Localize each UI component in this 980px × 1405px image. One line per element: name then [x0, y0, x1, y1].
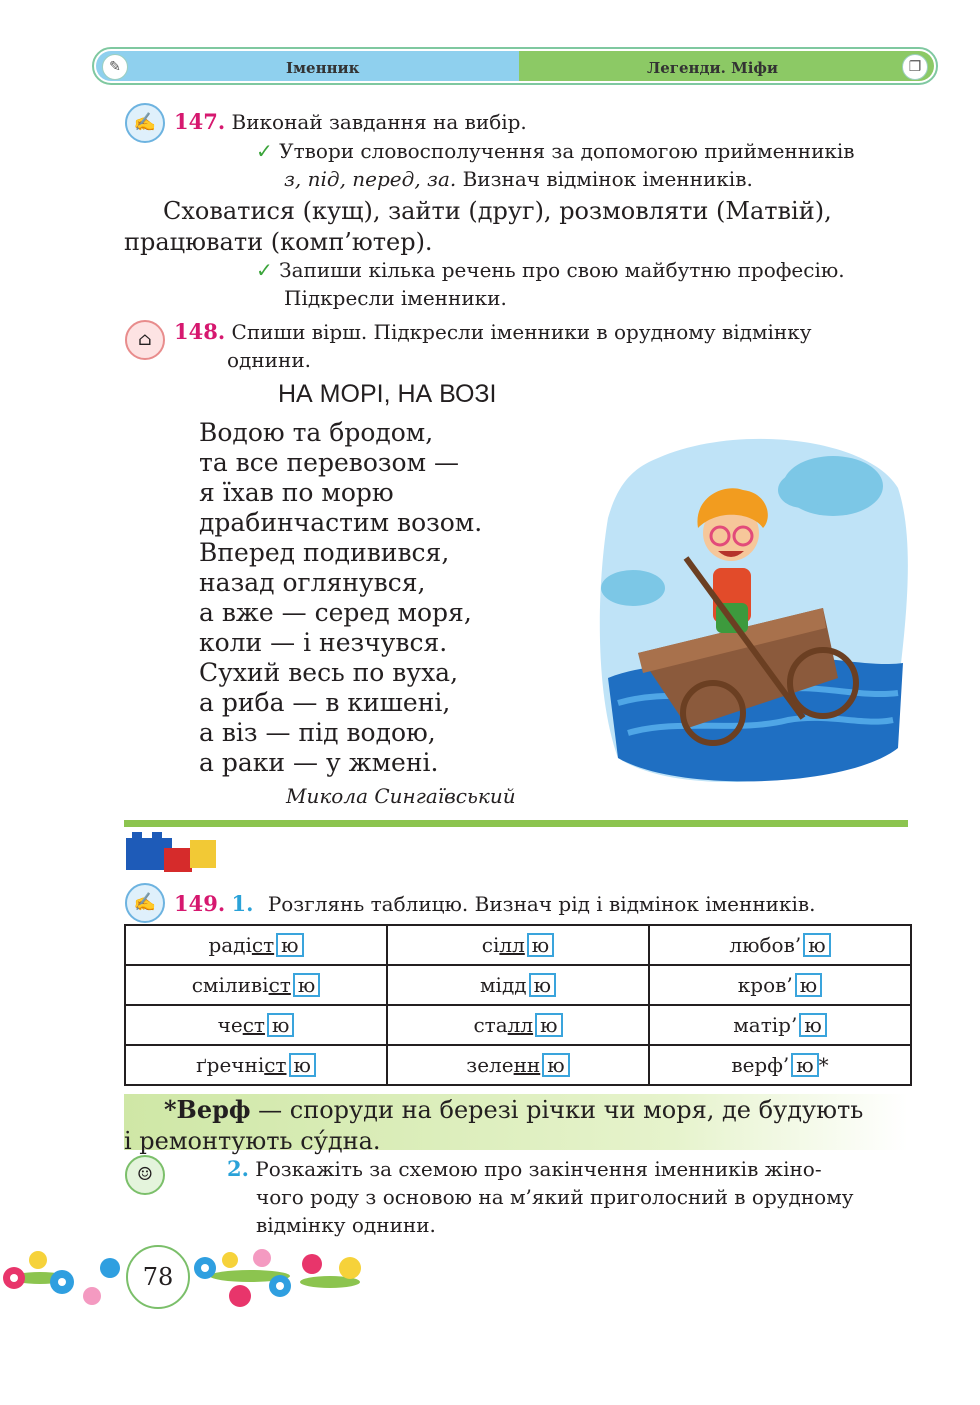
ending-box: ю	[293, 973, 320, 997]
poem-line: коли — і незчувся.	[199, 628, 448, 657]
sub2-number: 2.	[227, 1156, 249, 1181]
poem-line: Сухий весь по вуха,	[199, 658, 459, 687]
footnote-definition: — споруди на березі річки чи моря, де будують	[250, 1096, 864, 1124]
table-cell: сілл ю	[387, 925, 649, 965]
task-148-text2: однини.	[227, 348, 312, 372]
poem-title: НА МОРІ, НА ВОЗІ	[278, 380, 497, 408]
task-148-number: 148.	[174, 319, 226, 344]
header-left-title: Іменник	[286, 59, 360, 77]
pair-work-icon: ☺	[125, 1155, 165, 1195]
ending-box: ю	[542, 1053, 569, 1077]
chapter-header	[92, 47, 938, 85]
footnote-term: *Верф	[164, 1095, 251, 1124]
task-149-text: Розглянь таблицю. Визнач рід і відмінок іменників.	[267, 892, 816, 916]
ending-box: ю	[529, 973, 556, 997]
ending-box: ю	[276, 933, 303, 957]
poem-line: Вперед подивився,	[199, 538, 450, 567]
option1-line1: Утвори словосполучення за допомогою прийменників	[279, 139, 855, 163]
task-148-heading	[174, 318, 908, 374]
task-147-number: 147.	[174, 109, 226, 134]
example-line2: працювати (комп’ютер).	[124, 228, 433, 256]
task-149-sub2	[227, 1155, 909, 1239]
poem-line: назад оглянувся,	[199, 568, 426, 597]
option2-line2: Підкресли іменники.	[284, 286, 507, 310]
section-divider	[124, 820, 908, 827]
task-147-heading	[174, 108, 527, 136]
sub2-line3: відмінку однини.	[256, 1213, 436, 1237]
ending-box: ю	[267, 1013, 294, 1037]
table-cell: мідд ю	[387, 965, 649, 1005]
header-right-title: Легенди. Міфи	[647, 59, 779, 77]
table-cell: радіст ю	[125, 925, 387, 965]
table-cell: чест ю	[125, 1005, 387, 1045]
ending-box: ю	[795, 973, 822, 997]
table-cell: зеленн ю	[387, 1045, 649, 1085]
task-149-heading	[174, 890, 816, 918]
table-cell: кров’ ю	[649, 965, 911, 1005]
footnote-mark: *	[818, 1053, 829, 1077]
boy-on-cart-illustration	[598, 428, 910, 790]
poem-line: а раки — у жмені.	[199, 748, 439, 777]
table-row	[125, 965, 911, 1005]
write-task-icon: ✍	[125, 103, 165, 143]
poem-line: а риба — в кишені,	[199, 688, 451, 717]
sub2-line2: чого роду з основою на м’який приголосний в орудному	[256, 1185, 854, 1209]
table-row	[125, 1045, 911, 1085]
poem	[199, 418, 482, 778]
task-148-text: Спиши вірш. Підкресли іменники в орудному відмінку	[231, 320, 812, 344]
ending-box: ю	[535, 1013, 562, 1037]
ending-box: ю	[791, 1053, 818, 1077]
table-cell: ґречніст ю	[125, 1045, 387, 1085]
poem-line: а вже — серед моря,	[199, 598, 472, 627]
poem-line: драбинчастим возом.	[199, 508, 483, 537]
home-task-icon: ⌂	[125, 320, 165, 360]
check-icon: ✓	[256, 139, 273, 163]
book-icon: ❐	[902, 54, 928, 80]
task-147-option2	[256, 256, 911, 312]
option1-prepositions: з, під, перед, за.	[284, 167, 457, 191]
write-task-icon: ✍	[125, 883, 165, 923]
table-cell: сталл ю	[387, 1005, 649, 1045]
option1-line2: Визнач відмінок іменників.	[456, 167, 753, 191]
task-149-sub1: 1.	[231, 891, 254, 916]
ending-box: ю	[803, 933, 830, 957]
sub2-line1: Розкажіть за схемою про закінчення іменників жіно-	[255, 1157, 822, 1181]
table-cell: любов’ ю	[649, 925, 911, 965]
task-147-title: Виконай завдання на вибір.	[231, 110, 527, 134]
poem-line: я їхав по морю	[199, 478, 394, 507]
table-row	[125, 1005, 911, 1045]
check-icon: ✓	[256, 258, 273, 282]
poem-line: а віз — під водою,	[199, 718, 436, 747]
footnote-definition-2: і ремонтують су́дна.	[124, 1127, 381, 1155]
ending-box: ю	[799, 1013, 826, 1037]
ending-box: ю	[289, 1053, 316, 1077]
poem-author: Микола Сингаївський	[286, 784, 516, 808]
table-cell: верф’ ю *	[649, 1045, 911, 1085]
footnote-text	[124, 1094, 908, 1157]
pen-icon: ✎	[102, 54, 128, 80]
flowers-decoration	[0, 1238, 380, 1318]
table-cell: матір’ ю	[649, 1005, 911, 1045]
header-left	[96, 51, 519, 81]
option2-line1: Запиши кілька речень про свою майбутню професію.	[279, 258, 845, 282]
page-number: 78	[126, 1245, 190, 1309]
task-149-number: 149.	[174, 891, 226, 916]
table-row	[125, 925, 911, 965]
blocks-icon	[124, 828, 220, 876]
ending-box: ю	[527, 933, 554, 957]
poem-line: та все перевозом —	[199, 448, 459, 477]
table-cell: сміливіст ю	[125, 965, 387, 1005]
header-right	[519, 51, 934, 81]
task-147-option1	[256, 137, 911, 193]
example-line1: Сховатися (кущ), зайти (друг), розмовляти (Матвій),	[163, 197, 832, 225]
poem-line: Водою та бродом,	[199, 418, 434, 447]
nouns-table	[124, 924, 912, 1086]
